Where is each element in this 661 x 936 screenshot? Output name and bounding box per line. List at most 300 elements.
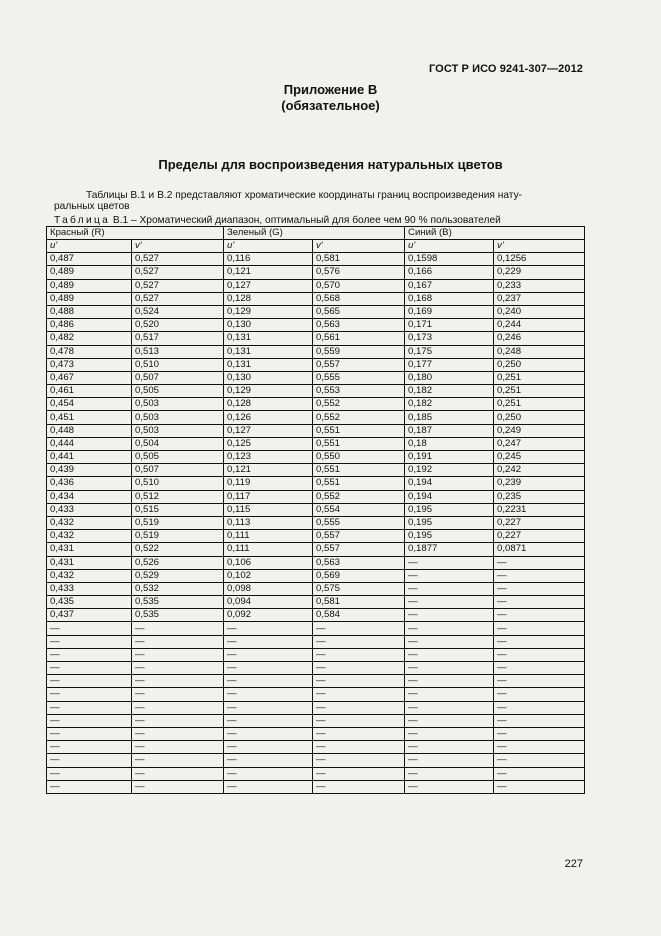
cell-blue-u: — xyxy=(405,741,494,754)
cell-red-v: 0,524 xyxy=(132,305,224,318)
cell-green-v: — xyxy=(313,714,405,727)
cell-green-u: 0,092 xyxy=(224,609,313,622)
cell-green-v: 0,552 xyxy=(313,398,405,411)
cell-red-u: 0,439 xyxy=(47,464,132,477)
cell-red-v: — xyxy=(132,662,224,675)
cell-green-u: 0,129 xyxy=(224,385,313,398)
cell-green-v: 0,557 xyxy=(313,530,405,543)
table-sub-header xyxy=(47,240,585,253)
sub-header-blue-u: u' xyxy=(405,240,494,253)
cell-green-u: 0,098 xyxy=(224,582,313,595)
cell-blue-v: 0,235 xyxy=(494,490,585,503)
cell-green-v: 0,551 xyxy=(313,464,405,477)
table-row xyxy=(47,543,585,556)
sub-header-red-u: u' xyxy=(47,240,132,253)
cell-red-u: — xyxy=(47,635,132,648)
cell-blue-u: 0,195 xyxy=(405,530,494,543)
table-group-header xyxy=(47,227,585,240)
cell-green-v: 0,569 xyxy=(313,569,405,582)
table-row xyxy=(47,556,585,569)
table-row xyxy=(47,385,585,398)
cell-green-v: 0,581 xyxy=(313,596,405,609)
cell-blue-v: — xyxy=(494,741,585,754)
cell-red-v: — xyxy=(132,622,224,635)
cell-green-v: 0,563 xyxy=(313,319,405,332)
table-row xyxy=(47,332,585,345)
cell-red-v: 0,527 xyxy=(132,279,224,292)
cell-blue-u: — xyxy=(405,596,494,609)
cell-blue-u: 0,171 xyxy=(405,319,494,332)
table-row xyxy=(47,609,585,622)
cell-green-u: — xyxy=(224,741,313,754)
cell-red-u: 0,434 xyxy=(47,490,132,503)
table-row xyxy=(47,530,585,543)
cell-red-v: — xyxy=(132,741,224,754)
cell-red-u: — xyxy=(47,767,132,780)
cell-red-v: 0,527 xyxy=(132,253,224,266)
cell-red-u: 0,489 xyxy=(47,266,132,279)
cell-blue-u: 0,18 xyxy=(405,437,494,450)
table-caption xyxy=(54,215,584,226)
cell-green-u: 0,116 xyxy=(224,253,313,266)
cell-green-u: 0,130 xyxy=(224,319,313,332)
cell-red-u: — xyxy=(47,741,132,754)
table-row xyxy=(47,266,585,279)
cell-green-u: 0,126 xyxy=(224,411,313,424)
cell-red-u: 0,432 xyxy=(47,516,132,529)
cell-red-v: 0,505 xyxy=(132,385,224,398)
cell-blue-v: — xyxy=(494,675,585,688)
cell-blue-u: 0,187 xyxy=(405,424,494,437)
table-row xyxy=(47,662,585,675)
cell-blue-v: — xyxy=(494,662,585,675)
cell-blue-u: — xyxy=(405,556,494,569)
cell-blue-u: — xyxy=(405,635,494,648)
cell-blue-u: 0,173 xyxy=(405,332,494,345)
cell-blue-u: 0,192 xyxy=(405,464,494,477)
cell-blue-v: — xyxy=(494,767,585,780)
appendix-title: Приложение В xyxy=(283,82,378,97)
cell-red-v: 0,515 xyxy=(132,503,224,516)
cell-green-u: 0,127 xyxy=(224,424,313,437)
cell-green-v: 0,559 xyxy=(313,345,405,358)
cell-blue-v: 0,237 xyxy=(494,292,585,305)
cell-red-u: 0,486 xyxy=(47,319,132,332)
cell-blue-v: 0,248 xyxy=(494,345,585,358)
cell-blue-u: 0,195 xyxy=(405,503,494,516)
cell-green-u: — xyxy=(224,675,313,688)
cell-red-v: 0,503 xyxy=(132,398,224,411)
cell-green-v: 0,584 xyxy=(313,609,405,622)
cell-red-v: 0,510 xyxy=(132,358,224,371)
table-row xyxy=(47,253,585,266)
cell-blue-u: — xyxy=(405,648,494,661)
table-row xyxy=(47,688,585,701)
table-row xyxy=(47,279,585,292)
cell-blue-u: 0,194 xyxy=(405,490,494,503)
table-row xyxy=(47,437,585,450)
cell-red-u: — xyxy=(47,714,132,727)
cell-green-u: — xyxy=(224,714,313,727)
table-row xyxy=(47,305,585,318)
table-row xyxy=(47,714,585,727)
table-row xyxy=(47,411,585,424)
cell-red-u: 0,473 xyxy=(47,358,132,371)
cell-blue-v: 0,240 xyxy=(494,305,585,318)
cell-blue-u: 0,182 xyxy=(405,385,494,398)
cell-green-u: 0,121 xyxy=(224,266,313,279)
cell-red-u: 0,488 xyxy=(47,305,132,318)
table-row xyxy=(47,345,585,358)
cell-red-u: 0,482 xyxy=(47,332,132,345)
cell-red-v: — xyxy=(132,727,224,740)
cell-green-u: 0,130 xyxy=(224,371,313,384)
cell-red-u: 0,437 xyxy=(47,609,132,622)
cell-blue-v: 0,242 xyxy=(494,464,585,477)
table-row xyxy=(47,767,585,780)
table-row xyxy=(47,780,585,793)
cell-red-u: 0,435 xyxy=(47,596,132,609)
cell-red-v: — xyxy=(132,714,224,727)
table-row xyxy=(47,477,585,490)
cell-green-v: 0,561 xyxy=(313,332,405,345)
cell-red-u: 0,433 xyxy=(47,503,132,516)
cell-blue-v: 0,0871 xyxy=(494,543,585,556)
cell-green-u: 0,128 xyxy=(224,292,313,305)
cell-green-u: — xyxy=(224,648,313,661)
cell-blue-u: — xyxy=(405,609,494,622)
cell-red-v: 0,503 xyxy=(132,411,224,424)
cell-blue-v: — xyxy=(494,688,585,701)
cell-red-u: — xyxy=(47,754,132,767)
cell-red-u: 0,489 xyxy=(47,292,132,305)
cell-blue-v: 0,250 xyxy=(494,411,585,424)
cell-red-u: — xyxy=(47,727,132,740)
cell-blue-v: — xyxy=(494,582,585,595)
cell-red-v: 0,519 xyxy=(132,530,224,543)
cell-red-v: — xyxy=(132,688,224,701)
cell-red-v: 0,519 xyxy=(132,516,224,529)
cell-blue-v: 0,227 xyxy=(494,530,585,543)
cell-blue-u: 0,191 xyxy=(405,451,494,464)
cell-red-u: 0,431 xyxy=(47,556,132,569)
table-row xyxy=(47,451,585,464)
cell-blue-u: 0,175 xyxy=(405,345,494,358)
cell-red-v: 0,510 xyxy=(132,477,224,490)
cell-green-v: 0,575 xyxy=(313,582,405,595)
sub-header-red-v: v' xyxy=(132,240,224,253)
cell-green-u: — xyxy=(224,767,313,780)
cell-blue-v: — xyxy=(494,569,585,582)
cell-red-v: 0,520 xyxy=(132,319,224,332)
table-row xyxy=(47,569,585,582)
cell-green-v: — xyxy=(313,741,405,754)
cell-red-v: 0,529 xyxy=(132,569,224,582)
cell-red-v: 0,503 xyxy=(132,424,224,437)
table-row xyxy=(47,754,585,767)
cell-green-u: 0,121 xyxy=(224,464,313,477)
cell-red-u: 0,454 xyxy=(47,398,132,411)
cell-green-u: — xyxy=(224,727,313,740)
cell-red-u: 0,451 xyxy=(47,411,132,424)
cell-red-u: 0,432 xyxy=(47,530,132,543)
group-header-red: Красный (R) xyxy=(47,227,224,240)
cell-green-v: 0,552 xyxy=(313,490,405,503)
cell-red-u: 0,444 xyxy=(47,437,132,450)
cell-green-v: 0,557 xyxy=(313,358,405,371)
cell-green-u: 0,127 xyxy=(224,279,313,292)
cell-red-u: 0,432 xyxy=(47,569,132,582)
sub-header-green-u: u' xyxy=(224,240,313,253)
cell-green-u: — xyxy=(224,780,313,793)
table-row xyxy=(47,648,585,661)
cell-blue-u: — xyxy=(405,727,494,740)
cell-blue-u: 0,194 xyxy=(405,477,494,490)
cell-green-u: 0,113 xyxy=(224,516,313,529)
sub-header-blue-v: v' xyxy=(494,240,585,253)
cell-red-v: 0,535 xyxy=(132,596,224,609)
cell-blue-u: — xyxy=(405,701,494,714)
table-row xyxy=(47,596,585,609)
cell-blue-v: — xyxy=(494,754,585,767)
cell-red-u: 0,478 xyxy=(47,345,132,358)
cell-green-u: 0,117 xyxy=(224,490,313,503)
cell-blue-u: — xyxy=(405,675,494,688)
intro-line-2: ральных цветов xyxy=(54,201,130,212)
cell-green-u: 0,102 xyxy=(224,569,313,582)
cell-green-v: 0,551 xyxy=(313,437,405,450)
chromaticity-table xyxy=(46,226,585,794)
cell-red-v: 0,517 xyxy=(132,332,224,345)
cell-red-v: 0,507 xyxy=(132,464,224,477)
cell-green-v: — xyxy=(313,780,405,793)
cell-blue-u: 0,169 xyxy=(405,305,494,318)
cell-red-u: — xyxy=(47,780,132,793)
cell-green-u: 0,111 xyxy=(224,543,313,556)
cell-green-v: — xyxy=(313,688,405,701)
cell-blue-v: 0,1256 xyxy=(494,253,585,266)
cell-green-u: 0,115 xyxy=(224,503,313,516)
cell-red-u: 0,487 xyxy=(47,253,132,266)
cell-blue-u: 0,166 xyxy=(405,266,494,279)
cell-red-v: 0,522 xyxy=(132,543,224,556)
cell-blue-v: — xyxy=(494,556,585,569)
cell-green-u: — xyxy=(224,688,313,701)
cell-green-v: 0,554 xyxy=(313,503,405,516)
cell-blue-v: — xyxy=(494,727,585,740)
cell-green-u: 0,094 xyxy=(224,596,313,609)
table-caption-text: В.1 – Хроматический диапазон, оптимальный для более чем 90 % пользователей xyxy=(110,215,501,226)
cell-green-v: 0,552 xyxy=(313,411,405,424)
cell-blue-v: 0,229 xyxy=(494,266,585,279)
table-body xyxy=(47,253,585,794)
cell-red-v: 0,526 xyxy=(132,556,224,569)
cell-blue-v: — xyxy=(494,701,585,714)
cell-blue-u: — xyxy=(405,688,494,701)
cell-red-u: — xyxy=(47,675,132,688)
cell-red-u: — xyxy=(47,622,132,635)
appendix-heading xyxy=(0,82,661,114)
intro-line-1: Таблицы В.1 и В.2 представляют хроматические координаты границ воспроизведения нату- xyxy=(86,190,523,201)
cell-blue-v: 0,246 xyxy=(494,332,585,345)
cell-blue-v: — xyxy=(494,714,585,727)
cell-blue-u: 0,182 xyxy=(405,398,494,411)
cell-blue-u: 0,167 xyxy=(405,279,494,292)
cell-green-v: — xyxy=(313,622,405,635)
cell-blue-v: — xyxy=(494,635,585,648)
cell-blue-v: 0,251 xyxy=(494,371,585,384)
cell-red-v: — xyxy=(132,648,224,661)
cell-red-u: — xyxy=(47,688,132,701)
cell-red-v: 0,507 xyxy=(132,371,224,384)
cell-red-v: 0,504 xyxy=(132,437,224,450)
cell-red-v: 0,513 xyxy=(132,345,224,358)
cell-blue-v: — xyxy=(494,648,585,661)
cell-red-u: — xyxy=(47,662,132,675)
table-row xyxy=(47,741,585,754)
cell-green-u: 0,119 xyxy=(224,477,313,490)
cell-red-u: 0,461 xyxy=(47,385,132,398)
cell-red-v: — xyxy=(132,701,224,714)
cell-red-u: 0,441 xyxy=(47,451,132,464)
cell-green-v: 0,551 xyxy=(313,477,405,490)
cell-blue-v: — xyxy=(494,596,585,609)
cell-green-v: 0,563 xyxy=(313,556,405,569)
table-row xyxy=(47,424,585,437)
cell-green-u: — xyxy=(224,754,313,767)
section-title: Пределы для воспроизведения натуральных цветов xyxy=(158,157,503,172)
cell-green-v: 0,555 xyxy=(313,516,405,529)
cell-blue-v: 0,251 xyxy=(494,398,585,411)
cell-blue-v: 0,2231 xyxy=(494,503,585,516)
cell-green-u: — xyxy=(224,662,313,675)
table-row xyxy=(47,292,585,305)
cell-green-v: 0,568 xyxy=(313,292,405,305)
cell-red-v: — xyxy=(132,754,224,767)
cell-red-v: 0,535 xyxy=(132,609,224,622)
cell-red-v: 0,527 xyxy=(132,292,224,305)
table-row xyxy=(47,503,585,516)
cell-blue-u: 0,177 xyxy=(405,358,494,371)
cell-blue-v: 0,247 xyxy=(494,437,585,450)
cell-green-u: 0,128 xyxy=(224,398,313,411)
cell-blue-u: — xyxy=(405,767,494,780)
table-row xyxy=(47,622,585,635)
cell-green-v: 0,565 xyxy=(313,305,405,318)
table-row xyxy=(47,464,585,477)
table-row xyxy=(47,582,585,595)
cell-blue-u: 0,185 xyxy=(405,411,494,424)
cell-blue-v: — xyxy=(494,609,585,622)
table-row xyxy=(47,490,585,503)
group-header-blue: Синий (B) xyxy=(405,227,585,240)
table-row xyxy=(47,516,585,529)
cell-blue-u: — xyxy=(405,714,494,727)
page-number: 227 xyxy=(564,858,583,870)
cell-green-u: 0,125 xyxy=(224,437,313,450)
table-row xyxy=(47,635,585,648)
cell-green-v: — xyxy=(313,701,405,714)
table-row xyxy=(47,727,585,740)
appendix-subtitle: (обязательное) xyxy=(281,98,380,113)
group-header-green: Зеленый (G) xyxy=(224,227,405,240)
cell-red-u: 0,431 xyxy=(47,543,132,556)
cell-red-u: 0,448 xyxy=(47,424,132,437)
cell-green-u: 0,131 xyxy=(224,345,313,358)
cell-green-u: — xyxy=(224,622,313,635)
cell-blue-u: 0,1877 xyxy=(405,543,494,556)
cell-blue-u: — xyxy=(405,662,494,675)
cell-green-v: 0,570 xyxy=(313,279,405,292)
cell-green-v: 0,550 xyxy=(313,451,405,464)
cell-blue-v: 0,251 xyxy=(494,385,585,398)
cell-green-v: 0,555 xyxy=(313,371,405,384)
table-caption-label: Таблица xyxy=(54,215,111,226)
cell-green-u: — xyxy=(224,701,313,714)
cell-blue-v: 0,239 xyxy=(494,477,585,490)
cell-blue-v: 0,249 xyxy=(494,424,585,437)
cell-blue-v: 0,245 xyxy=(494,451,585,464)
cell-green-u: 0,106 xyxy=(224,556,313,569)
cell-red-v: — xyxy=(132,780,224,793)
cell-blue-u: — xyxy=(405,780,494,793)
cell-blue-u: 0,1598 xyxy=(405,253,494,266)
cell-red-v: — xyxy=(132,767,224,780)
cell-green-v: — xyxy=(313,727,405,740)
cell-blue-v: — xyxy=(494,780,585,793)
sub-header-green-v: v' xyxy=(313,240,405,253)
cell-blue-u: — xyxy=(405,569,494,582)
cell-blue-u: 0,180 xyxy=(405,371,494,384)
cell-green-u: — xyxy=(224,635,313,648)
cell-red-v: 0,505 xyxy=(132,451,224,464)
document-code: ГОСТ Р ИСО 9241-307—2012 xyxy=(428,63,583,75)
cell-green-v: 0,553 xyxy=(313,385,405,398)
cell-red-v: — xyxy=(132,675,224,688)
table-row xyxy=(47,358,585,371)
cell-red-u: — xyxy=(47,648,132,661)
table-row xyxy=(47,398,585,411)
cell-green-u: 0,111 xyxy=(224,530,313,543)
cell-green-u: 0,131 xyxy=(224,332,313,345)
cell-blue-v: 0,227 xyxy=(494,516,585,529)
table-row xyxy=(47,371,585,384)
cell-blue-u: — xyxy=(405,754,494,767)
cell-red-u: 0,433 xyxy=(47,582,132,595)
cell-green-v: 0,576 xyxy=(313,266,405,279)
cell-blue-v: 0,250 xyxy=(494,358,585,371)
intro-paragraph xyxy=(54,190,584,212)
cell-blue-v: 0,233 xyxy=(494,279,585,292)
cell-green-v: — xyxy=(313,648,405,661)
cell-green-v: — xyxy=(313,754,405,767)
cell-blue-u: — xyxy=(405,622,494,635)
cell-blue-v: — xyxy=(494,622,585,635)
table-row xyxy=(47,675,585,688)
cell-green-u: 0,131 xyxy=(224,358,313,371)
cell-green-v: 0,551 xyxy=(313,424,405,437)
cell-green-v: 0,557 xyxy=(313,543,405,556)
cell-blue-u: 0,195 xyxy=(405,516,494,529)
cell-red-v: 0,527 xyxy=(132,266,224,279)
table-row xyxy=(47,701,585,714)
cell-red-u: — xyxy=(47,701,132,714)
cell-green-v: — xyxy=(313,662,405,675)
cell-blue-u: — xyxy=(405,582,494,595)
cell-red-v: — xyxy=(132,635,224,648)
cell-blue-v: 0,244 xyxy=(494,319,585,332)
cell-blue-u: 0,168 xyxy=(405,292,494,305)
